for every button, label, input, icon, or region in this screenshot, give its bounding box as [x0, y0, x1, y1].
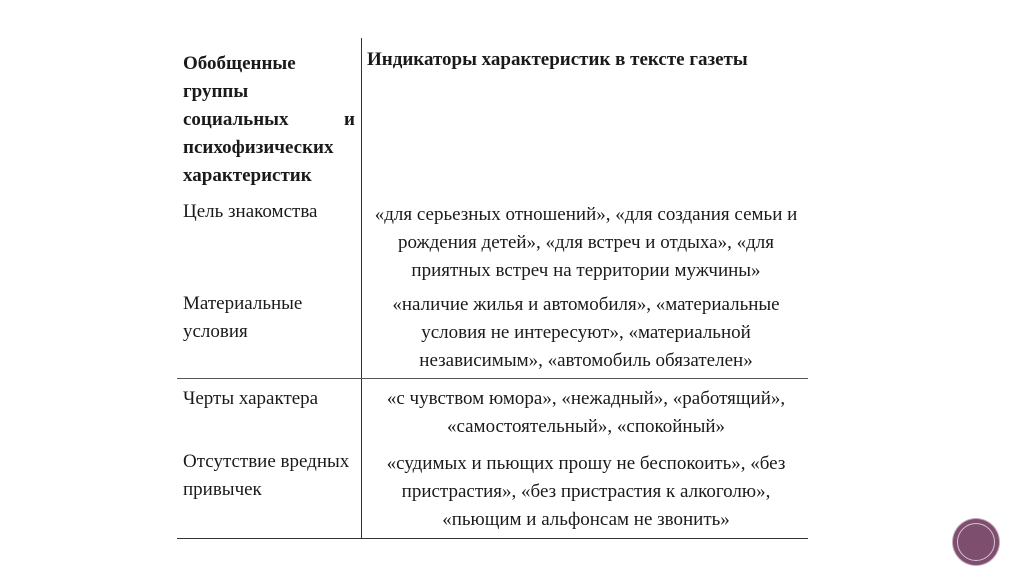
row-2-left-cell: Материальные условия	[183, 293, 303, 342]
header-right-cell: Индикаторы характеристик в тексте газеты	[367, 49, 748, 70]
row-4-right-cell: «судимых и пьющих прошу не беспокоить», «без пристрастия», «без пристрастия к алкоголю», «пьющим и альфонсам не звонить»	[386, 453, 786, 530]
slide-number-badge	[953, 519, 999, 565]
row-1-right-cell: «для серьезных отношений», «для создания семьи и рождения детей», «для встреч и отдыха», «для приятных встреч на территории мужчины»	[374, 204, 798, 281]
row-separator	[177, 378, 808, 379]
row-4-left-cell: Отсутствие вредных привычек	[183, 451, 350, 500]
row-3-left-cell: Черты характера	[183, 388, 319, 409]
row-2-right-cell: «наличие жилья и автомобиля», «материальные условия не интересуют», «материальной независимым», «автомобиль обязателен»	[392, 294, 780, 371]
column-divider	[361, 38, 362, 538]
row-3-right-cell: «с чувством юмора», «нежадный», «работящий», «самостоятельный», «спокойный»	[386, 388, 786, 437]
row-1-left-cell: Цель знакомства	[183, 201, 318, 222]
header-left-cell: Обобщенные группы социальных и психофизических характеристик	[183, 53, 355, 186]
slide-number	[953, 519, 999, 565]
characteristics-table	[177, 38, 808, 539]
